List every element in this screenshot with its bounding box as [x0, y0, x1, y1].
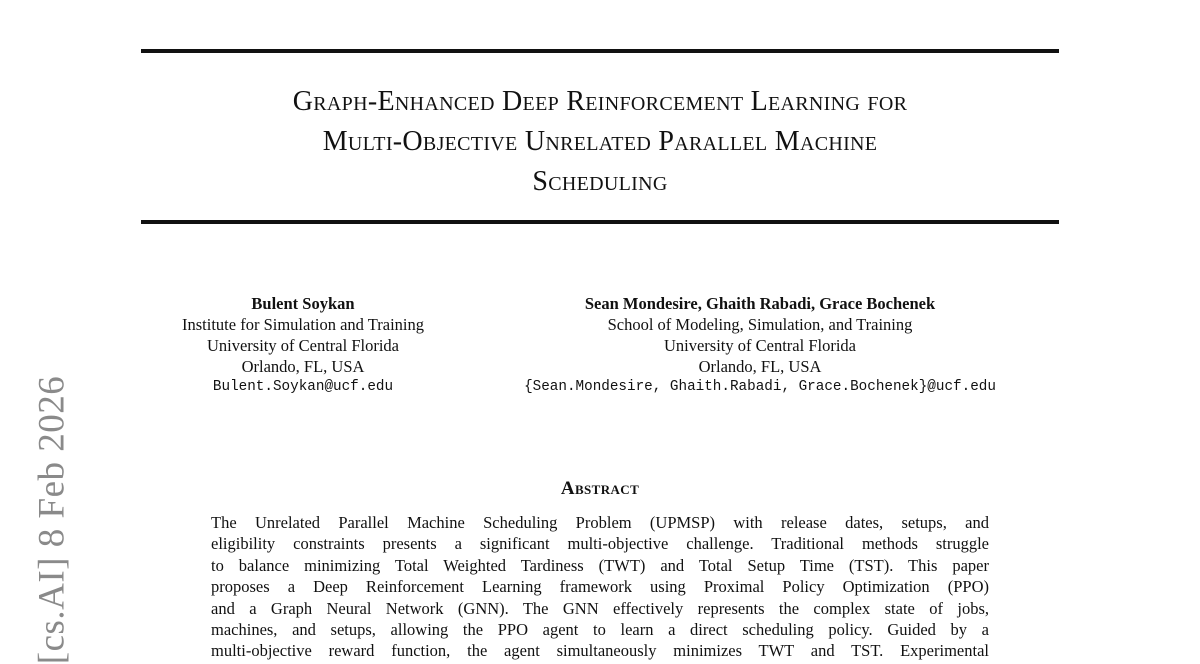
author-email: {Sean.Mondesire, Ghaith.Rabadi, Grace.Bochenek}@ucf.edu	[524, 379, 996, 395]
author-names: Sean Mondesire, Ghaith Rabadi, Grace Bochenek	[584, 294, 936, 313]
author-affiliation-line: University of Central Florida	[663, 336, 856, 355]
title-line-1: Graph-Enhanced Deep Reinforcement Learning for	[292, 86, 908, 117]
author-affiliation-line: Orlando, FL, USA	[698, 357, 822, 376]
arxiv-stamp: [cs.AI] 8 Feb 2026	[31, 375, 73, 664]
title-line-3: Scheduling	[532, 166, 668, 197]
author-affiliation-line: School of Modeling, Simulation, and Training	[607, 315, 913, 334]
abstract-line: proposes a Deep Reinforcement Learning framework using Proximal Policy Optimization (PPO)	[211, 577, 989, 597]
paper-title	[141, 82, 1059, 202]
abstract-line: and a Graph Neural Network (GNN). The GNN effectively represents the complex state of jobs,	[211, 598, 989, 618]
author-email: Bulent.Soykan@ucf.edu	[212, 379, 394, 395]
abstract-heading: Abstract	[560, 478, 640, 499]
abstract-body	[211, 512, 989, 662]
author-block-left	[155, 293, 451, 398]
abstract-line: The Unrelated Parallel Machine Scheduling Problem (UPMSP) with release dates, setups, and	[211, 513, 989, 532]
author-affiliation-line: University of Central Florida	[206, 336, 399, 355]
title-rule-bottom	[141, 220, 1059, 224]
title-rule-top	[141, 49, 1059, 53]
abstract-line: multi-objective reward function, the agent simultaneously minimizes TWT and TST. Experimental	[211, 641, 989, 661]
abstract-line: eligibility constraints presents a significant multi-objective challenge. Traditional methods struggle	[211, 534, 989, 554]
author-affiliation-line: Institute for Simulation and Training	[182, 315, 424, 334]
abstract-line: machines, and setups, allowing the PPO agent to learn a direct scheduling policy. Guided by a	[211, 620, 989, 640]
title-line-2: Multi-Objective Unrelated Parallel Machine	[322, 126, 878, 157]
author-names: Bulent Soykan	[251, 294, 355, 313]
author-block-right	[470, 293, 1050, 398]
abstract-line: to balance minimizing Total Weighted Tardiness (TWT) and Total Setup Time (TST). This paper	[211, 555, 989, 575]
author-affiliation-line: Orlando, FL, USA	[241, 357, 365, 376]
